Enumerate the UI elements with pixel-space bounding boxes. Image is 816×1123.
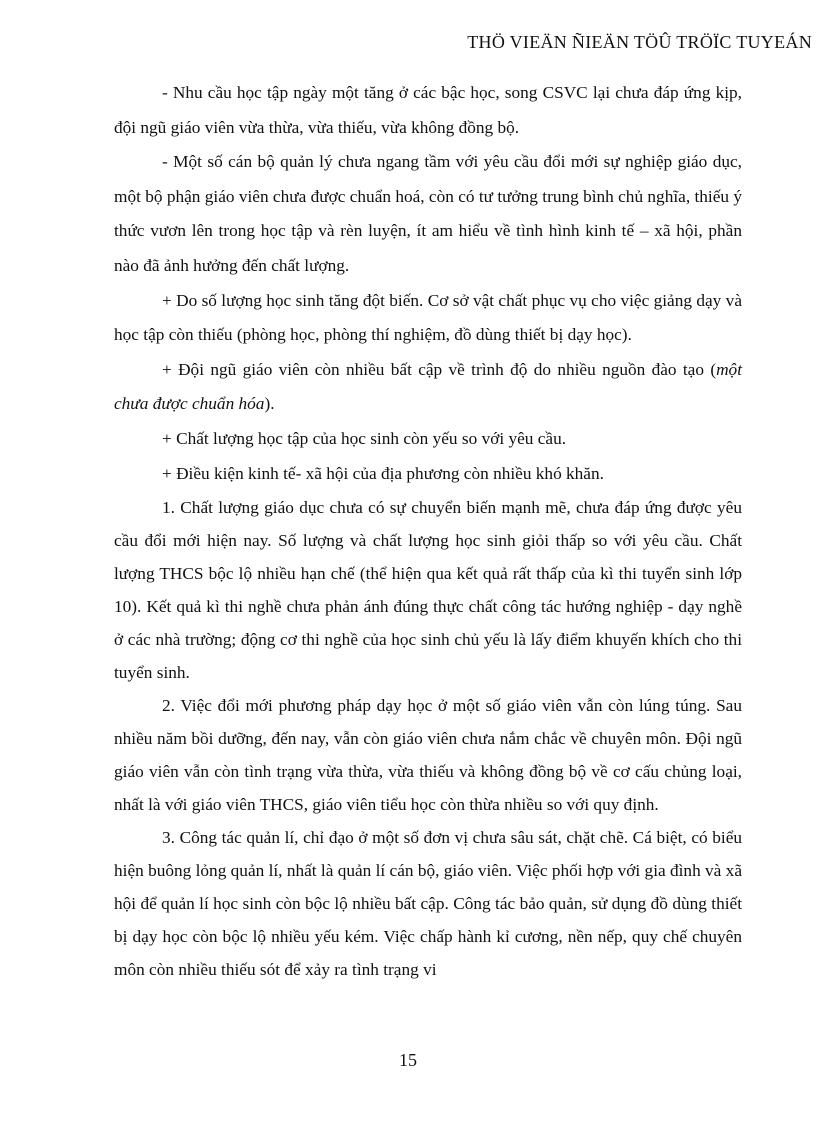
paragraph-point-2: 2. Việc đổi mới phương pháp dạy học ở một số giáo viên vẫn còn lúng túng. Sau nhiều năm bồi dưỡng, đến nay, vẫn còn giáo viên chưa nắm chắc về chuyên môn. Đội ngũ giáo viên vẫn còn tình trạng vừa thừa, vừa thiếu và không đồng bộ về cơ cấu chủng loại, nhất là với giáo viên THCS, giáo viên tiểu học còn thừa nhiều so với quy định. (114, 696, 742, 815)
paragraph-text: ). (264, 394, 275, 414)
paragraph-so-luong-hoc-sinh: + Do số lượng học sinh tăng đột biến. Cơ sở vật chất phục vụ cho việc giảng dạy và học tập còn thiếu (phòng học, phòng thí nghiệm, đồ dùng thiết bị dạy học). (114, 290, 742, 345)
paragraph-point-3: 3. Công tác quản lí, chỉ đạo ở một số đơn vị chưa sâu sát, chặt chẽ. Cá biệt, có biểu hiện buông lỏng quản lí, nhất là quản lí cán bộ, giáo viên. Việc phối hợp với gia đình và xã hội để quản lí học sinh còn bộc lộ nhiều bất cập. Công tác bảo quản, sử dụng đồ dùng thiết bị dạy học còn bộc lộ nhiều yếu kém. Việc chấp hành kỉ cương, nền nếp, quy chế chuyên môn còn nhiều thiếu sót để xảy ra tình trạng vi (114, 828, 742, 980)
page-number: 15 (399, 1050, 417, 1070)
paragraph-doi-ngu-giao-vien (114, 353, 742, 422)
page-header-title: THÖ VIEÄN ÑIEÄN TÖÛ TRÖÏC TUYEÁN (467, 32, 812, 52)
italic-text: một chưa được chuẩn hóa (114, 359, 742, 414)
document-body (114, 76, 742, 986)
paragraph-point-1: 1. Chất lượng giáo dục chưa có sự chuyển biến mạnh mẽ, chưa đáp ứng được yêu cầu đổi mới hiện nay. Số lượng và chất lượng học sinh giỏi thấp so với yêu cầu. Chất lượng THCS bộc lộ nhiều hạn chế (thể hiện qua kết quả rất thấp của kì thi tuyển sinh lớp 10). Kết quả kì thi nghề chưa phản ánh đúng thực chất công tác hướng nghiệp - dạy nghề ở các nhà trường; động cơ thi nghề của học sinh chủ yếu là lấy điểm khuyến khích cho thi tuyển sinh. (114, 498, 742, 683)
paragraph-dieu-kien-kinh-te: + Điều kiện kinh tế- xã hội của địa phương còn nhiều khó khăn. (162, 463, 604, 483)
paragraph-can-bo-quan-ly: - Một số cán bộ quản lý chưa ngang tầm với yêu cầu đổi mới sự nghiệp giáo dục, một bộ phận giáo viên chưa được chuẩn hoá, còn có tư tưởng trung bình chủ nghĩa, thiếu ý thức vươn lên trong học tập và rèn luyện, ít am hiểu về tình hình kinh tế – xã hội, phần nào đã ảnh hưởng đến chất lượng. (114, 152, 742, 275)
paragraph-csvc: - Nhu cầu học tập ngày một tăng ở các bậc học, song CSVC lại chưa đáp ứng kịp, đội ngũ giáo viên vừa thừa, vừa thiếu, vừa không đồng bộ. (114, 83, 742, 137)
paragraph-chat-luong-hoc-tap: + Chất lượng học tập của học sinh còn yếu so với yêu cầu. (162, 428, 567, 448)
paragraph-text: + Đội ngũ giáo viên còn nhiều bất cập về trình độ do nhiều nguồn đào tạo ( (162, 359, 717, 379)
